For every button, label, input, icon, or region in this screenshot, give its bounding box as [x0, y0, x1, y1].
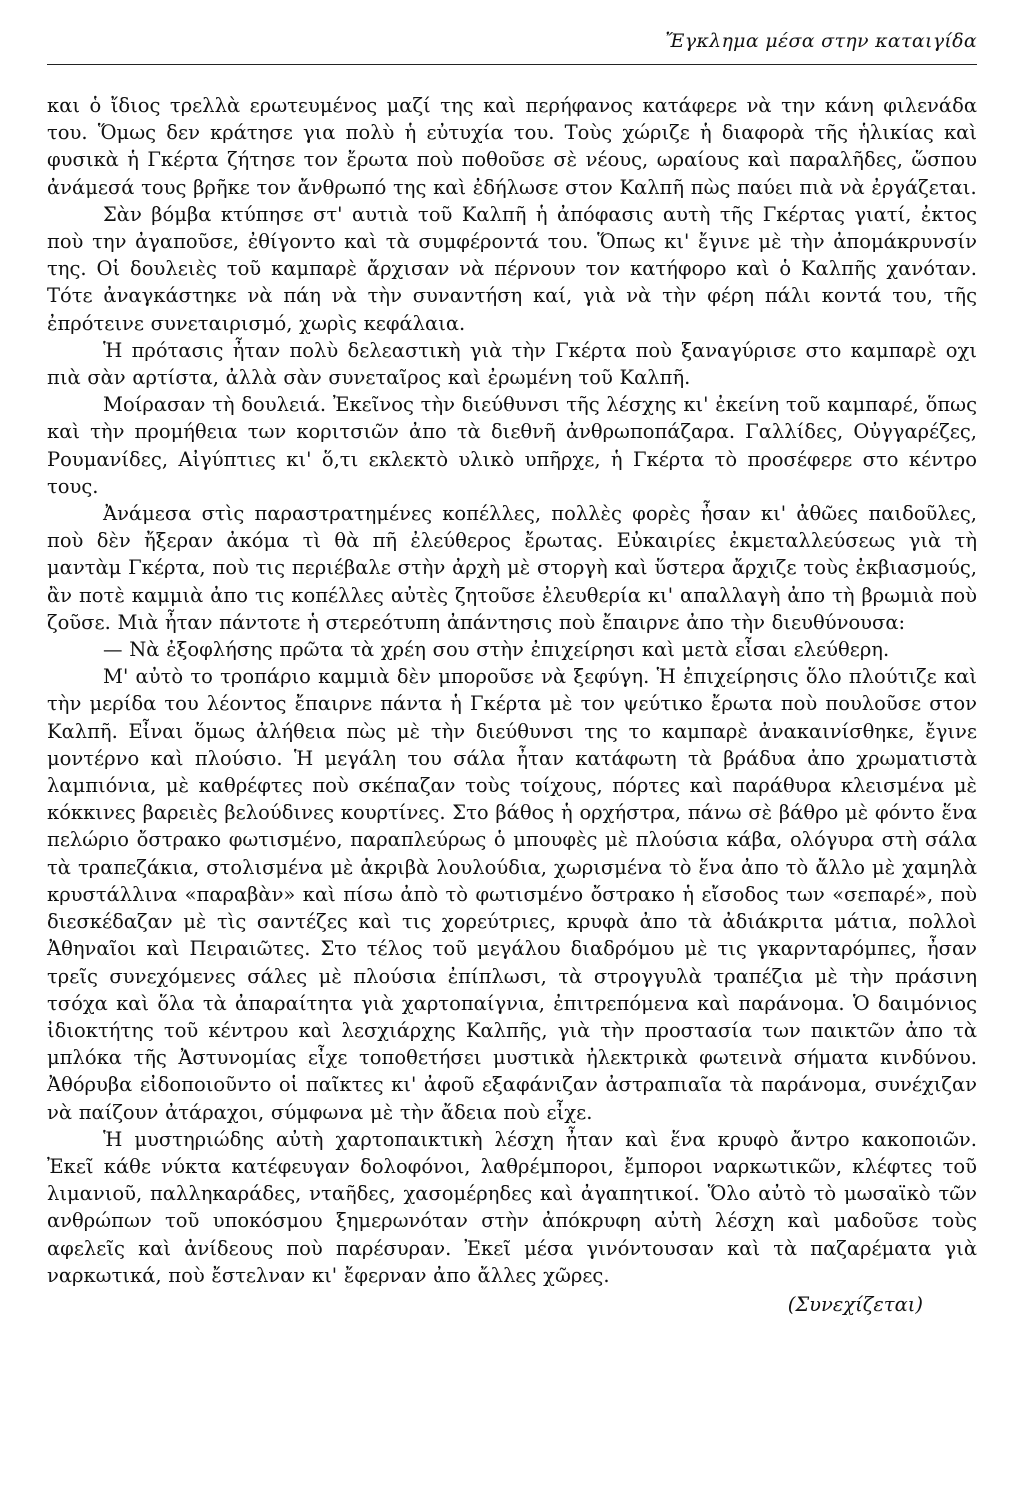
paragraph-2: Σὰν βόμβα κτύπησε στ' αυτιὰ τοῦ Καλπῆ ἡ ἀπόφασις αυτὴ τῆς Γκέρτας γιατί, ἐκτος ποὺ την ἀγαποῦσε, ἐθίγοντο καὶ τὰ συμφέροντά του. Ὅπως κι' ἔγινε μὲ τὴν ἀπομάκρυνσίν της. Οἱ δουλειὲς τοῦ καμπαρὲ ἄρχισαν νὰ πέρνουν τον κατήφορο καὶ ὁ Καλπῆς χανόταν. Τότε ἀναγκάστηκε νὰ πάη νὰ τὴν συναντήση καί, γιὰ νὰ τὴν φέρη πάλι κοντά του, τῆς ἐπρότεινε συνεταιρισμό, χωρὶς κεφάλαια.: [47, 202, 977, 335]
paragraph-5: Ἀνάμεσα στὶς παραστρατημένες κοπέλλες, πολλὲς φορὲς ἦσαν κι' ἀθῶες παιδοῦλες, ποὺ δὲν ἤξεραν ἀκόμα τὶ θὰ πῆ ἐλεύθερος ἔρωτας. Εὐκαιρίες ἐκμεταλλεύσεως γιὰ τὴ μαντὰμ Γκέρτα, ποὺ τις περιέβαλε στὴν ἀρχὴ μὲ στοργὴ καὶ ὕστερα ἄρχιζε τοὺς ἐκβιασμούς, ἂν ποτὲ καμμιὰ ἀπο τις κοπέλλες αὐτὲς ζητοῦσε ἐλευθερία κι' απαλλαγὴ ἀπο τὴ βρωμιὰ ποὺ ζοῦσε. Μιὰ ἦταν πάντοτε ἡ στερεότυπη ἀπάντησις ποὺ ἔπαιρνε ἀπο τὴν διευθύνουσα:: [47, 502, 977, 634]
running-header: Ἔγκλημα μέσα στην καταιγίδα: [665, 30, 977, 52]
continuation-note: (Συνεχίζεται): [787, 1292, 923, 1316]
paragraph-3: Ἡ πρότασις ἦταν πολὺ δελεαστικὴ γιὰ τὴν Γκέρτα ποὺ ξαναγύρισε στο καμπαρὲ οχι πιὰ σὰν αρτίστα, ἀλλὰ σὰν συνεταῖρος καὶ ἐρωμένη τοῦ Καλπῆ.: [47, 338, 977, 390]
paragraph-4: Μοίρασαν τὴ δουλειά. Ἐκεῖνος τὴν διεύθυνσι τῆς λέσχης κι' ἐκείνη τοῦ καμπαρέ, ὅπως καὶ τὴν προμήθεια των κοριτσιῶν ἀπο τὰ διεθνῆ ἀνθρωποπάζαρα. Γαλλίδες, Οὐγγαρέζες, Ρουμανίδες, Αἰγύπτιες κι' ὅ,τι εκλεκτὸ υλικὸ υπῆρχε, ἡ Γκέρτα τὸ προσέφερε στο κέντρο τους.: [47, 393, 977, 498]
article-body: [47, 92, 977, 1318]
page: [47, 0, 977, 1504]
dialogue-line: — Νὰ ἐξοφλήσης πρῶτα τὰ χρέη σου στὴν ἐπιχείρησι καὶ μετὰ εἶσαι ελεύθερη.: [103, 638, 890, 662]
paragraph-8: Ἡ μυστηριώδης αὐτὴ χαρτοπαικτικὴ λέσχη ἦταν καὶ ἕνα κρυφὸ ἄντρο κακοποιῶν. Ἐκεῖ κάθε νύκτα κατέφευγαν δολοφόνοι, λαθρέμποροι, ἔμποροι ναρκωτικῶν, κλέφτες τοῦ λιμανιοῦ, παλληκαράδες, νταῆδες, χασομέρηδες καὶ ἀγαπητικοί. Ὅλο αὐτὸ τὸ μωσαϊκὸ τῶν ανθρώπων τοῦ υποκόσμου ξημερωνόταν στὴν ἀπόκρυφη αὐτὴ λέσχη καὶ μαδοῦσε τοὺς αφελεῖς καὶ ἀνίδεους ποὺ παρέσυραν. Ἐκεῖ μέσα γινόντουσαν καὶ τὰ παζαρέματα γιὰ ναρκωτικά, ποὺ ἔστελναν κι' ἔφερναν ἀπο ἄλλες χῶρες.: [47, 1127, 977, 1287]
header-rule: [47, 64, 977, 65]
paragraph-7: Μ' αὐτὸ το τροπάριο καμμιὰ δὲν μποροῦσε νὰ ξεφύγη. Ἡ ἐπιχείρησις ὅλο πλούτιζε καὶ τὴν μερίδα του λέοντος ἔπαιρνε πάντα ἡ Γκέρτα μὲ τον ψεύτικο ἔρωτα ποὺ πουλοῦσε στον Καλπῆ. Εἶναι ὅμως ἀλήθεια πὼς μὲ τὴν διεύθυνσι της το καμπαρὲ ἀνακαινίσθηκε, ἔγινε μοντέρνο καὶ πλούσιο. Ἡ μεγάλη του σάλα ἦταν κατάφωτη τὰ βράδυα ἀπο χρωματιστὰ λαμπιόνια, μὲ καθρέφτες ποὺ σκέπαζαν τοὺς τοίχους, πόρτες καὶ παράθυρα κλεισμένα μὲ κόκκινες βαρειὲς βελούδινες κουρτίνες. Στο βάθος ἡ ορχήστρα, πάνω σὲ βάθρο μὲ φόντο ἕνα πελώριο ὄστρακο φωτισμένο, παραπλεύρως ὁ μπουφὲς μὲ πλούσια κάβα, ολόγυρα στὴ σάλα τὰ τραπεζάκια, στολισμένα μὲ ἀκριβὰ λουλούδια, χωρισμένα τὸ ἕνα ἀπο τὸ ἄλλο μὲ χαμηλὰ κρυστάλλινα «παραβὰν» καὶ πίσω ἀπὸ τὸ φωτισμένο ὄστρακο ἡ εἴσοδος των «σεπαρέ», ποὺ διεσκέδαζαν μὲ τὶς σαντέζες καὶ τις χορεύτριες, κρυφὰ ἀπο τὰ ἀδιάκριτα μάτια, πολλοὶ Ἀθηναῖοι καὶ Πειραιῶτες. Στο τέλος τοῦ μεγάλου διαδρόμου μὲ τις γκαρνταρόμπες, ἦσαν τρεῖς συνεχόμενες σάλες μὲ πλούσια ἐπίπλωσι, τὰ στρογγυλὰ τραπέζια μὲ τὴν πράσινη τσόχα καὶ ὅλα τὰ ἀπαραίτητα γιὰ χαρτοπαίγνια, ἐπιτρεπόμενα καὶ παράνομα. Ὁ δαιμόνιος ἰδιοκτήτης τοῦ κέντρου καὶ λεσχιάρχης Καλπῆς, γιὰ τὴν προστασία των παικτῶν ἀπο τὰ μπλόκα τῆς Ἀστυνομίας εἶχε τοποθετήσει μυστικὰ ἠλεκτρικὰ φωτεινὰ σήματα κινδύνου. Ἀθόρυβα εἰδοποιοῦντο οἱ παῖκτες κι' ἀφοῦ εξαφάνιζαν ἀστραπιαῖα τὰ παράνομα, συνέχιζαν νὰ παίζουν ἀτάραχοι, σύμφωνα μὲ τὴν ἄδεια ποὺ εἶχε.: [47, 665, 977, 1124]
paragraph-1: και ὁ ἴδιος τρελλὰ ερωτευμένος μαζί της καὶ περήφανος κατάφερε νὰ την κάνη φιλενάδα του. Ὅμως δεν κράτησε για πολὺ ἡ εὐτυχία του. Τοὺς χώριζε ἡ διαφορὰ τῆς ἡλικίας καὶ φυσικὰ ἡ Γκέρτα ζήτησε τον ἔρωτα ποὺ ποθοῦσε σὲ νέους, ωραίους καὶ παραλῆδες, ὥσπου ἀνάμεσά τους βρῆκε τον ἄνθρωπό της καὶ ἐδήλωσε στον Καλπῆ πὼς παύει πιὰ νὰ ἐργάζεται.: [47, 94, 977, 199]
